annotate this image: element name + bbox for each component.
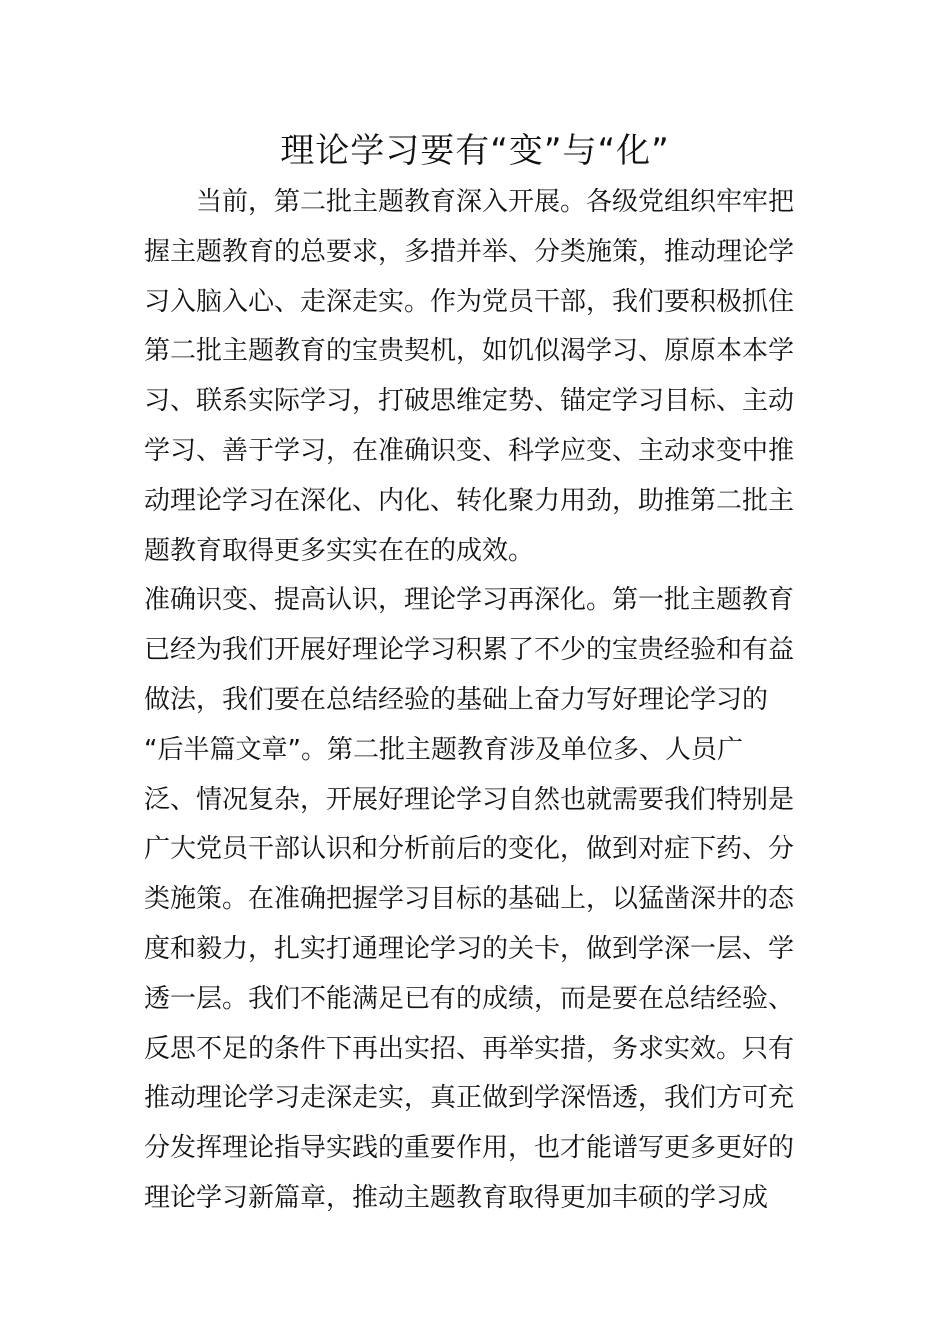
- body-text-line: 类施策。在准确把握学习目标的基础上，以猛凿深井的态: [144, 884, 795, 915]
- body-text-line: 透一层。我们不能满足已有的成绩，而是要在总结经验、: [144, 983, 795, 1014]
- body-text-line: 题教育取得更多实实在在的成效。: [144, 535, 535, 566]
- body-text-line: 理论学习新篇章，推动主题教育取得更加丰硕的学习成: [144, 1183, 769, 1213]
- body-text-line: 分发挥理论指导实践的重要作用，也才能谱写更多更好的: [144, 1133, 795, 1164]
- body-text-line: 准确识变、提高认识，理论学习再深化。第一批主题教育: [144, 585, 795, 616]
- body-text-line: 反思不足的条件下再出实招、再举实措，务求实效。只有: [144, 1033, 795, 1064]
- body-text-line: 习、联系实际学习，打破思维定势、锚定学习目标、主动: [144, 386, 795, 417]
- body-text-line: “后半篇文章”。第二批主题教育涉及单位多、人员广: [144, 734, 743, 765]
- body-text-line: 度和毅力，扎实打通理论学习的关卡，做到学深一层、学: [144, 934, 795, 964]
- body-text-line: 学习、善于学习，在准确识变、科学应变、主动求变中推: [144, 436, 795, 466]
- body-text-line: 习入脑入心、走深走实。作为党员干部，我们要积极抓住: [144, 286, 795, 317]
- body-text-line: 第二批主题教育的宝贵契机，如饥似渴学习、原原本本学: [144, 336, 795, 367]
- body-text-line: 已经为我们开展好理论学习积累了不少的宝贵经验和有益: [144, 635, 795, 666]
- body-text-line: 握主题教育的总要求，多措并举、分类施策，推动理论学: [144, 236, 795, 267]
- document-title: 理论学习要有“变”与“化”: [280, 131, 670, 171]
- body-text-line: 做法，我们要在总结经验的基础上奋力写好理论学习的: [144, 685, 769, 715]
- body-text-line: 泛、情况复杂，开展好理论学习自然也就需要我们特别是: [144, 784, 795, 815]
- body-text-line: 当前，第二批主题教育深入开展。各级党组织牢牢把: [144, 187, 795, 217]
- body-text-line: 动理论学习在深化、内化、转化聚力用劲，助推第二批主: [144, 485, 795, 516]
- body-text-line: 广大党员干部认识和分析前后的变化，做到对症下药、分: [144, 834, 795, 865]
- body-text-line: 推动理论学习走深走实，真正做到学深悟透，我们方可充: [144, 1083, 795, 1114]
